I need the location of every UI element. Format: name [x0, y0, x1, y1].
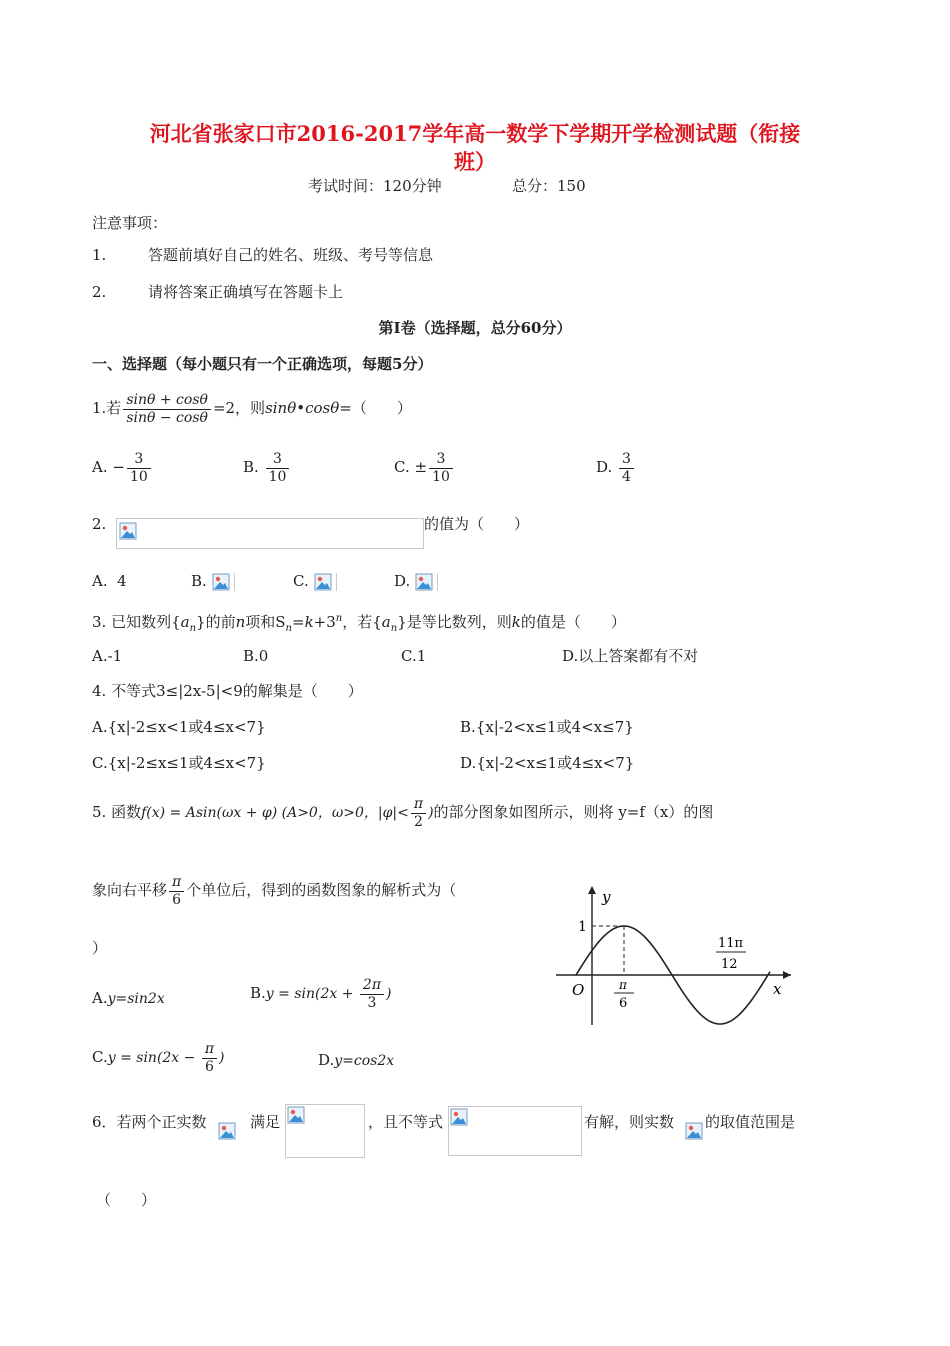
question-5-line3: ） [92, 939, 108, 957]
q1-option-d: D. $\frac{3}{4}$ [596, 447, 636, 487]
q6-suffix: 的取值范围是 [705, 1113, 796, 1131]
exam-time: 考试时间：120分钟 [308, 177, 442, 195]
broken-image-icon [314, 573, 337, 591]
q3-option-d: D.以上答案都有不对 [562, 647, 699, 665]
broken-image-icon [212, 573, 235, 591]
q5-option-d: D.y=cos2x [318, 1051, 395, 1069]
q6-answer-parentheses: （ ） [96, 1191, 157, 1209]
q2-option-c: C. [293, 571, 337, 591]
broken-image-icon [287, 1106, 305, 1124]
q1-option-b: B. $\frac{3}{10}$ [243, 447, 291, 487]
q2-suffix: 的值为（ ） [424, 515, 530, 533]
q5-sine-graph [548, 880, 798, 1028]
question-1 [92, 388, 412, 428]
question-3: 3. 已知数列$\{a_n\}$的前n项和$S_n=k+3^n$，若$\{a_n\}$是等比数列，则k的值是（ ） [92, 613, 626, 634]
q1-mid: =2，则 [212, 399, 266, 417]
x-tick-pi-over-6-den: 6 [619, 996, 628, 1011]
q2-option-b: B. [191, 571, 235, 591]
q3-option-c: C.1 [401, 647, 427, 665]
q4-option-c: C.{x|-2≤x≤1或4≤x<7} [92, 754, 266, 772]
q5-function-formula: f(x) = Asin(ωx + φ) (A>0，ω>0，|φ|< [141, 805, 409, 821]
note-2-number: 2. [92, 283, 107, 301]
q5-option-b: B.y = sin(2x + $\frac{2\pi}{3}$ ) [250, 976, 392, 1011]
note-1-text: 答题前填好自己的姓名、班级、考号等信息 [148, 246, 434, 264]
origin-label: O [572, 981, 585, 999]
q1-expression: sinθ•cosθ [265, 399, 340, 417]
q6-mid3: 有解，则实数 [584, 1113, 675, 1131]
broken-image-icon [119, 522, 137, 540]
note-2-text: 请将答案正确填写在答题卡上 [148, 283, 344, 301]
q6-inequality-image-frame [448, 1106, 582, 1156]
y-axis-label: y [602, 888, 611, 906]
q2-option-d: D. [394, 571, 438, 591]
q1-suffix: =（ ） [339, 399, 412, 417]
total-score: 总分：150 [512, 177, 586, 195]
x-axis-arrow [783, 971, 791, 979]
q1-fraction-numerator: sinθ + cosθ [123, 392, 211, 410]
q5-option-c: C.y = sin(2x − $\frac{\pi}{6}$ ) [92, 1040, 225, 1075]
question-5-line2: 象向右平移 $\frac{\pi}{6}$ 个单位后，得到的函数图象的解析式为（ [92, 873, 457, 908]
broken-image-icon [218, 1122, 236, 1140]
q6-mid2: ，且不等式 [368, 1113, 444, 1131]
x-axis-label: x [773, 980, 782, 998]
q5-option-a: A.y=sin2x [92, 989, 165, 1007]
q3-option-b: B.0 [243, 647, 269, 665]
q1-option-a: A. − $\frac{3}{10}$ [92, 447, 153, 487]
broken-image-icon [450, 1108, 468, 1126]
q3-option-a: A.-1 [92, 647, 123, 665]
q2-formula-image-frame [116, 518, 424, 549]
q6-prefix: 6．若两个正实数 [92, 1113, 207, 1131]
q1-prefix: 1.若 [92, 399, 122, 417]
x-tick-11pi-over-12-num: 11π [718, 936, 744, 951]
q1-fraction [123, 392, 211, 427]
note-1-number: 1. [92, 246, 107, 264]
notes-heading: 注意事项： [92, 214, 168, 232]
q2-option-a: A. 4 [92, 572, 127, 590]
q4-option-a: A.{x|-2≤x<1或4≤x<7} [92, 718, 266, 736]
y-axis-arrow [588, 886, 596, 894]
question-4: 4. 不等式3≤|2x-5|<9的解集是（ ） [92, 682, 363, 700]
q4-option-b: B.{x|-2<x≤1或4<x≤7} [460, 718, 634, 736]
question-5-line1: 5. 函数f(x) = Asin(ωx + φ) (A>0，ω>0，|φ|< $\frac{\pi}{2}$ )的部分图象如图所示，则将 y=f（x）的图 [92, 795, 714, 830]
q1-fraction-denominator: sinθ − cosθ [126, 409, 208, 426]
q4-option-d: D.{x|-2<x≤1或4≤x<7} [460, 754, 635, 772]
section-heading: 一、选择题（每小题只有一个正确选项，每题5分） [92, 355, 433, 373]
q6-condition-image-frame [285, 1104, 365, 1158]
q1-option-c: C. ± $\frac{3}{10}$ [394, 447, 455, 487]
q2-prefix: 2. [92, 515, 107, 533]
x-tick-pi-over-6-num: π [619, 978, 627, 992]
q6-mid1: 满足 [250, 1113, 281, 1131]
document-title-line2: 班） [454, 149, 496, 174]
y-tick-1: 1 [578, 919, 587, 935]
broken-image-icon [685, 1122, 703, 1140]
broken-image-icon [415, 573, 438, 591]
x-tick-11pi-over-12-den: 12 [721, 957, 738, 972]
part1-heading: 第I卷（选择题，总分60分） [378, 319, 572, 337]
document-title-line1: 河北省张家口市2016-2017学年高一数学下学期开学检测试题（衔接 [149, 121, 801, 146]
